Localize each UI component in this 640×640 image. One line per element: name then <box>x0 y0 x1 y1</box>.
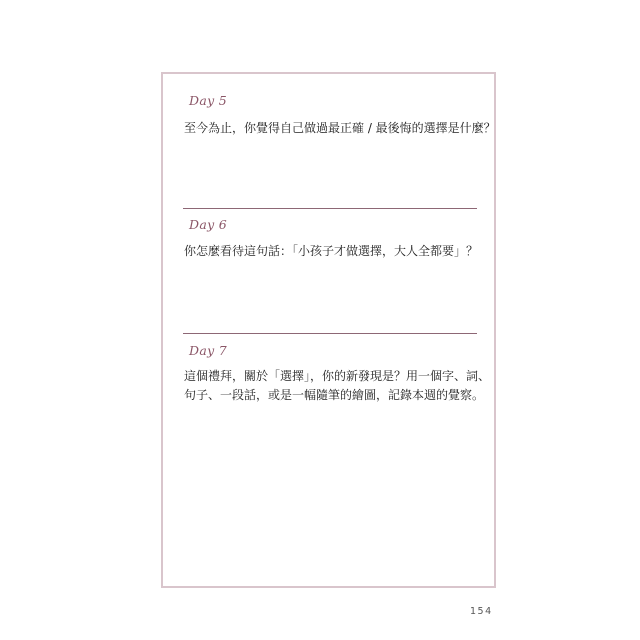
divider-2 <box>183 333 477 334</box>
day-7-heading: Day 7 <box>189 343 227 358</box>
day-6-question <box>184 242 478 261</box>
day-5-heading: Day 5 <box>189 93 227 108</box>
day-5-question <box>184 119 496 138</box>
day-6-heading: Day 6 <box>189 217 227 232</box>
page-number: 154 <box>470 606 493 617</box>
day-5-question-line-1: 至今為止，你覺得自己做過最正確 / 最後悔的選擇是什麼？ <box>184 121 496 135</box>
day-7-question <box>184 367 490 405</box>
day-6-question-line-1: 你怎麼看待這句話：「小孩子才做選擇，大人全都要」？ <box>184 244 479 258</box>
divider-1 <box>183 208 477 209</box>
day-7-question-line-2: 句子、一段話，或是一幅隨筆的繪圖，記錄本週的覺察。 <box>184 388 485 402</box>
page-frame <box>161 72 496 588</box>
day-7-question-line-1: 這個禮拜，關於「選擇」，你的新發現是？用一個字、詞、 <box>184 369 491 383</box>
